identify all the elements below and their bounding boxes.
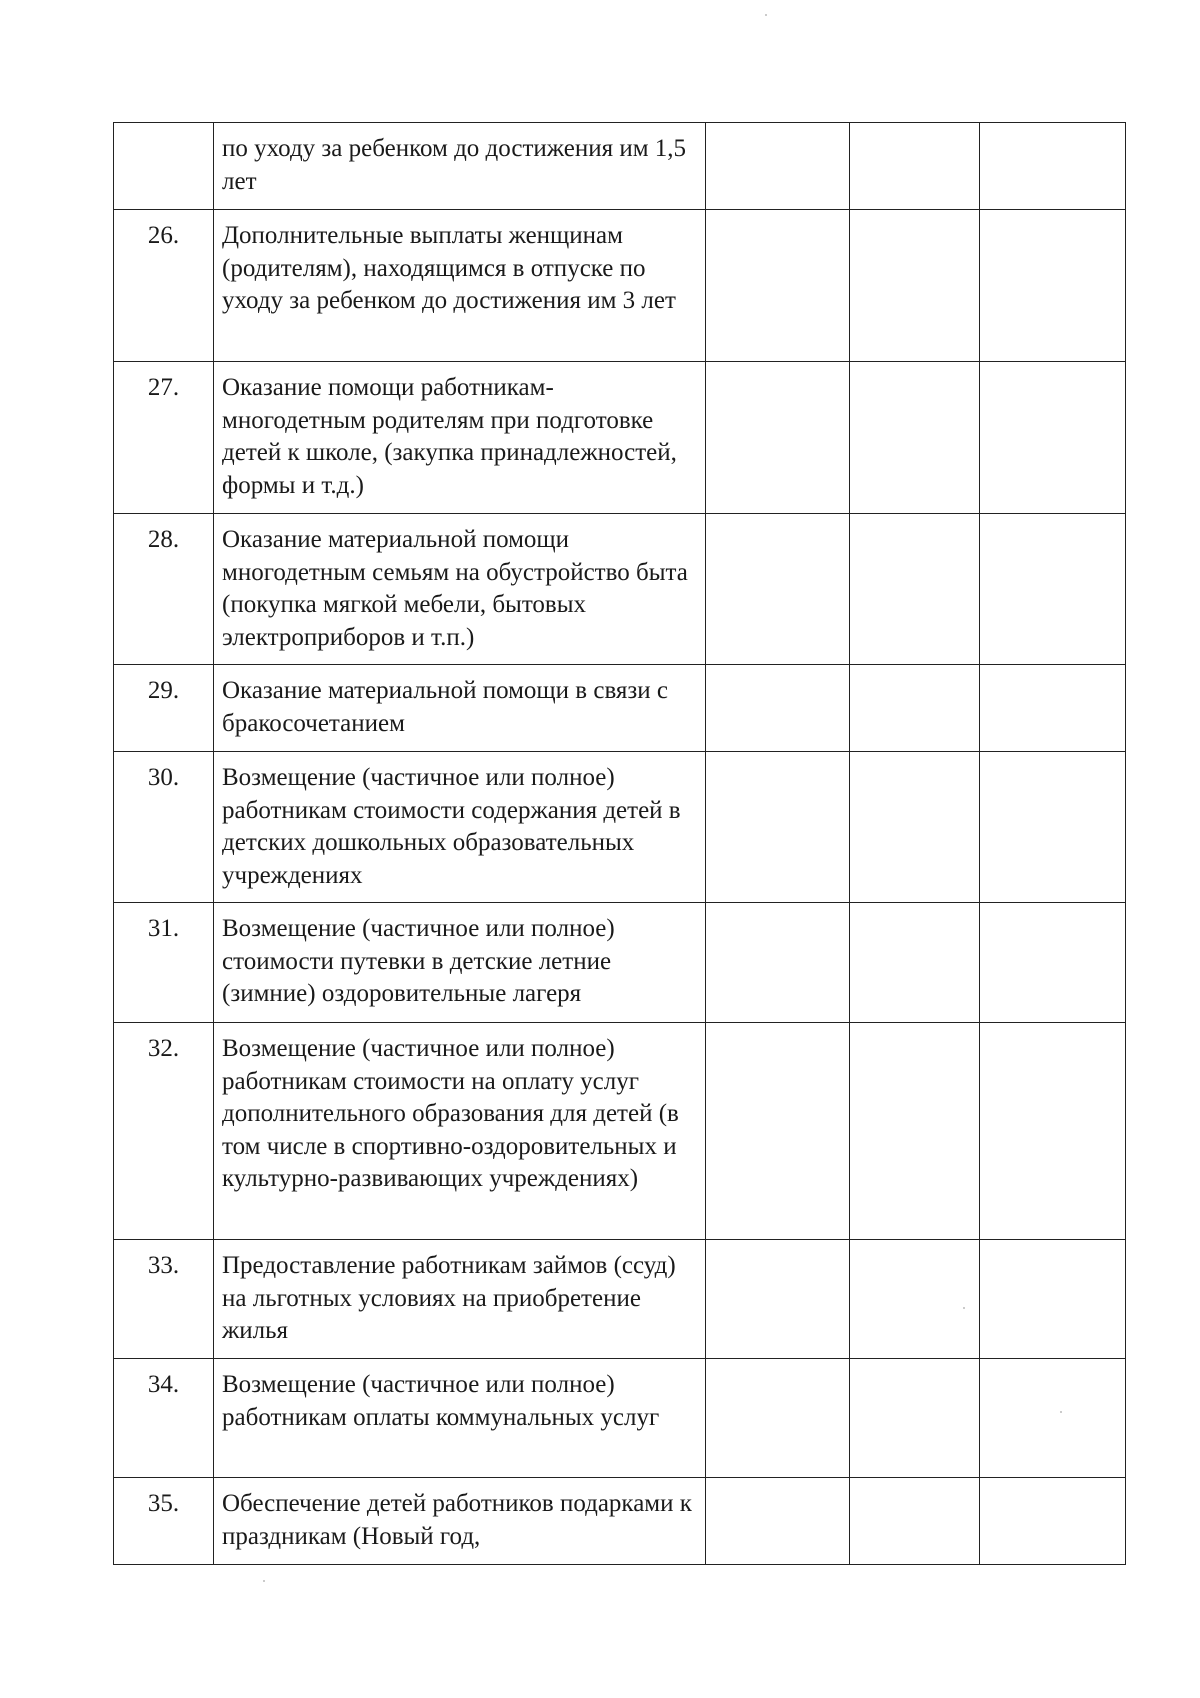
empty-cell <box>706 903 850 1023</box>
empty-cell <box>850 123 980 210</box>
table-row <box>114 1478 1126 1565</box>
empty-cell <box>980 362 1126 514</box>
empty-cell <box>706 514 850 665</box>
empty-cell <box>980 1023 1126 1240</box>
table-row <box>114 1359 1126 1478</box>
row-number: 28. <box>114 514 214 665</box>
row-number: 27. <box>114 362 214 514</box>
row-number: 29. <box>114 665 214 752</box>
table-row <box>114 665 1126 752</box>
empty-cell <box>980 1359 1126 1478</box>
empty-cell <box>980 1240 1126 1359</box>
table-row <box>114 1023 1126 1240</box>
empty-cell <box>850 210 980 362</box>
empty-cell <box>850 903 980 1023</box>
row-description: Дополнительные выплаты женщинам (родителям), находящимся в отпуске по уходу за ребенком до достижения им 3 лет <box>214 210 706 362</box>
empty-cell <box>850 665 980 752</box>
empty-cell <box>706 1478 850 1565</box>
empty-cell <box>980 514 1126 665</box>
empty-cell <box>850 514 980 665</box>
row-number: 34. <box>114 1359 214 1478</box>
empty-cell <box>850 362 980 514</box>
empty-cell <box>850 752 980 903</box>
empty-cell <box>850 1359 980 1478</box>
row-number: 33. <box>114 1240 214 1359</box>
row-description: Оказание материальной помощи многодетным семьям на обустройство быта (покупка мягкой мебели, бытовых электроприборов и т.п.) <box>214 514 706 665</box>
row-description: Обеспечение детей работников подарками к праздникам (Новый год, <box>214 1478 706 1565</box>
row-number: 30. <box>114 752 214 903</box>
scan-speck <box>263 1580 265 1582</box>
row-number: 26. <box>114 210 214 362</box>
empty-cell <box>706 1240 850 1359</box>
scan-speck <box>963 1307 965 1309</box>
row-number: 32. <box>114 1023 214 1240</box>
empty-cell <box>706 362 850 514</box>
table-row <box>114 1240 1126 1359</box>
empty-cell <box>980 903 1126 1023</box>
empty-cell <box>850 1023 980 1240</box>
scan-speck <box>1060 1411 1062 1413</box>
row-description: Возмещение (частичное или полное) работникам стоимости на оплату услуг дополнительного образования для детей (в том числе в спортивно-оздоровительных и культурно-развивающих учреждениях) <box>214 1023 706 1240</box>
table-row <box>114 752 1126 903</box>
table-row <box>114 362 1126 514</box>
row-description: по уходу за ребенком до достижения им 1,5 лет <box>214 123 706 210</box>
table-row <box>114 210 1126 362</box>
empty-cell <box>850 1240 980 1359</box>
row-number <box>114 123 214 210</box>
empty-cell <box>706 210 850 362</box>
row-description: Предоставление работникам займов (ссуд) на льготных условиях на приобретение жилья <box>214 1240 706 1359</box>
row-description: Возмещение (частичное или полное) работникам оплаты коммунальных услуг <box>214 1359 706 1478</box>
empty-cell <box>706 752 850 903</box>
scan-speck <box>765 14 767 16</box>
empty-cell <box>980 752 1126 903</box>
row-description: Оказание помощи работникам-многодетным родителям при подготовке детей к школе, (закупка принадлежностей, формы и т.д.) <box>214 362 706 514</box>
row-number: 35. <box>114 1478 214 1565</box>
table-row <box>114 903 1126 1023</box>
empty-cell <box>980 1478 1126 1565</box>
row-description: Оказание материальной помощи в связи с бракосочетанием <box>214 665 706 752</box>
empty-cell <box>706 1023 850 1240</box>
row-description: Возмещение (частичное или полное) работникам стоимости содержания детей в детских дошкольных образовательных учреждениях <box>214 752 706 903</box>
empty-cell <box>850 1478 980 1565</box>
empty-cell <box>706 123 850 210</box>
empty-cell <box>980 665 1126 752</box>
empty-cell <box>980 123 1126 210</box>
row-description: Возмещение (частичное или полное) стоимости путевки в детские летние (зимние) оздоровительные лагеря <box>214 903 706 1023</box>
empty-cell <box>980 210 1126 362</box>
row-number: 31. <box>114 903 214 1023</box>
empty-cell <box>706 665 850 752</box>
benefits-table <box>113 122 1126 1565</box>
table-row <box>114 514 1126 665</box>
empty-cell <box>706 1359 850 1478</box>
table-row <box>114 123 1126 210</box>
